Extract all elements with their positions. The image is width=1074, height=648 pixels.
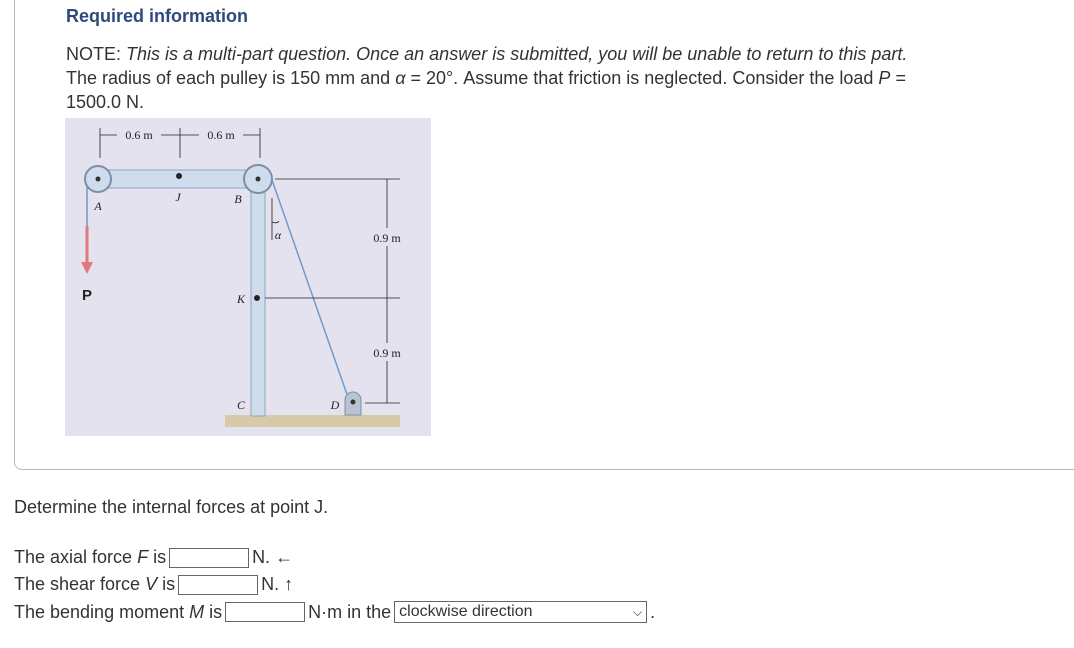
axial-force-input[interactable] [169, 548, 249, 568]
moment-var: M [189, 601, 205, 622]
shear-force-input[interactable] [178, 575, 258, 595]
moment-trailing-period: . [650, 601, 656, 622]
dim-right-upper: 0.9 m [373, 231, 401, 245]
page-title: Required information [66, 6, 249, 26]
moment-unit: N·m in the [308, 601, 392, 622]
shear-var: V [145, 574, 158, 594]
question-text: Determine the internal forces at point J. [14, 497, 329, 517]
figure-background [65, 118, 431, 436]
problem-note [66, 42, 1061, 114]
label-P: P [81, 287, 93, 304]
point-K [254, 295, 260, 301]
axial-label-pre: The axial force [14, 547, 138, 567]
ground [225, 415, 400, 427]
axial-var: F [137, 547, 149, 567]
note-text-c: = [890, 68, 906, 88]
dim-top-right: 0.6 m [207, 128, 235, 142]
direction-select[interactable] [394, 601, 647, 623]
label-alpha: α [274, 228, 282, 242]
beam-AB [95, 170, 265, 188]
chevron-down-icon: ⌵ [633, 604, 643, 619]
note-alpha: α [395, 68, 406, 88]
label-C: C [236, 398, 246, 412]
moment-label-post: is [204, 601, 223, 622]
label-J: J [175, 190, 181, 204]
direction-selected-value: clockwise direction [399, 603, 533, 620]
point-J [176, 173, 182, 179]
axial-force-row [14, 547, 293, 568]
bending-moment-row [14, 601, 655, 623]
shear-unit: N. ↑ [261, 574, 294, 594]
label-D: D [330, 398, 340, 412]
note-italic-text: This is a multi-part question. Once an answer is submitted, you will be unable to return to this part. [126, 44, 908, 64]
label-K: K [236, 292, 246, 306]
shear-label-pre: The shear force [14, 574, 146, 594]
note-load-value: 1500.0 N. [66, 92, 145, 112]
dim-right-lower: 0.9 m [373, 346, 401, 360]
bending-moment-input[interactable] [225, 602, 305, 622]
shear-label-post: is [157, 574, 176, 594]
support-D-pin [351, 400, 356, 405]
dim-top-left: 0.6 m [125, 128, 153, 142]
label-A: A [94, 199, 102, 213]
shear-force-row [14, 574, 293, 595]
note-text-b: = 20°. Assume that friction is neglected. Consider the load [405, 68, 879, 88]
pulley-A-axle [96, 177, 101, 182]
moment-label-pre: The bending moment [14, 601, 190, 622]
note-text-a: The radius of each pulley is 150 mm and [66, 68, 396, 88]
pulley-B-axle [256, 177, 261, 182]
pulley-frame-figure [65, 118, 431, 436]
axial-unit: N. ← [252, 547, 294, 567]
note-p: P [878, 68, 891, 88]
label-B: B [234, 192, 242, 206]
axial-label-post: is [148, 547, 167, 567]
note-label: NOTE: [66, 44, 122, 64]
figure-svg [65, 118, 431, 436]
